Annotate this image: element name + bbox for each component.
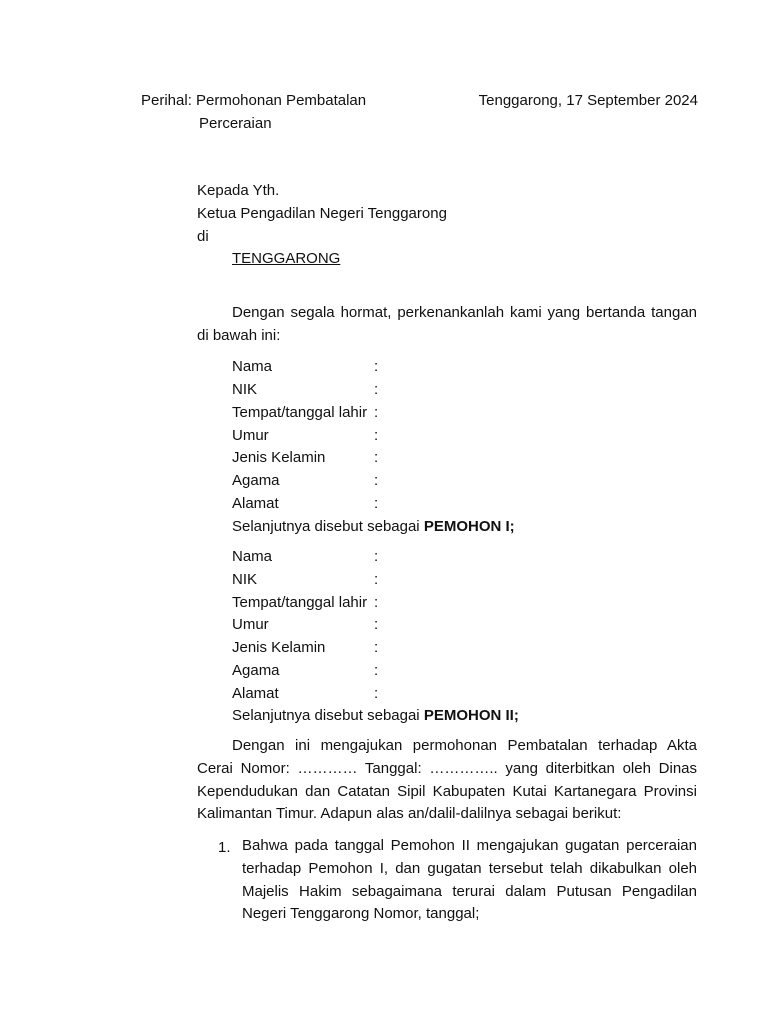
colon: :: [374, 495, 379, 512]
colon: :: [374, 381, 379, 398]
field-jk-1: Jenis Kelamin: [232, 449, 326, 466]
request-paragraph: [197, 735, 697, 826]
field-nik-1: NIK: [232, 381, 258, 398]
subject-label: Perihal:: [141, 92, 192, 109]
field-agama-1: Agama: [232, 472, 280, 489]
list-number: 1.: [218, 839, 231, 856]
place-date: Tenggarong, 17 September 2024: [478, 92, 698, 109]
subject-line-2: Perceraian: [199, 115, 272, 132]
field-nik-2: NIK: [232, 571, 258, 588]
colon: :: [374, 571, 379, 588]
colon: :: [374, 685, 379, 702]
addressee-city: TENGGARONG: [232, 250, 341, 267]
request-text: Dengan ini mengajukan permohonan Pembatalan terhadap Akta Cerai Nomor: ………… Tanggal: ………….. yang diterbitkan oleh Dinas Kependudukan dan Catatan Sipil Kabupaten Kutai Kartanegara Provinsi Kalimantan Timur. Adapun alas an/dalil-dalilnya sebagai berikut:: [197, 737, 697, 823]
list-item: Bahwa pada tanggal Pemohon II mengajukan gugatan perceraian terhadap Pemohon I, dan gugatan tersebut telah dikabulkan oleh Majelis Hakim sebagaimana terurai dalam Putusan Pengadilan Negeri Tenggarong Nomor, tanggal;: [242, 837, 697, 923]
colon: :: [374, 427, 379, 444]
pemohon-2-designation-line: [232, 707, 519, 725]
field-agama-2: Agama: [232, 662, 280, 679]
field-jk-2: Jenis Kelamin: [232, 639, 326, 656]
colon: :: [374, 616, 379, 633]
field-umur-1: Umur: [232, 427, 269, 444]
addressee-greeting: Kepada Yth.: [197, 182, 280, 199]
field-nama-1: Nama: [232, 358, 273, 375]
colon: :: [374, 639, 379, 656]
designation-prefix: Selanjutnya disebut sebagai: [232, 518, 424, 535]
field-umur-2: Umur: [232, 616, 269, 633]
pemohon-2-designation: PEMOHON II;: [423, 707, 519, 724]
designation-prefix: Selanjutnya disebut sebagai: [232, 707, 424, 724]
pemohon-1-designation-line: [232, 518, 515, 536]
colon: :: [374, 449, 379, 466]
colon: :: [374, 662, 379, 679]
colon: :: [374, 548, 379, 565]
colon: :: [374, 472, 379, 489]
field-ttl-2: Tempat/tanggal lahir: [232, 594, 368, 611]
field-alamat-1: Alamat: [232, 495, 279, 512]
addressee-title: Ketua Pengadilan Negeri Tenggarong: [197, 205, 447, 222]
field-alamat-2: Alamat: [232, 685, 279, 702]
opening-paragraph: [197, 302, 697, 348]
colon: :: [374, 358, 379, 375]
colon: :: [374, 594, 379, 611]
pemohon-1-designation: PEMOHON I;: [423, 518, 515, 535]
subject-line-1: Permohonan Pembatalan: [196, 92, 367, 109]
addressee-di: di: [197, 228, 209, 245]
opening-text: Dengan segala hormat, perkenankanlah kami yang bertanda tangan di bawah ini:: [197, 304, 697, 344]
colon: :: [374, 404, 379, 421]
field-nama-2: Nama: [232, 548, 273, 565]
field-ttl-1: Tempat/tanggal lahir: [232, 404, 368, 421]
